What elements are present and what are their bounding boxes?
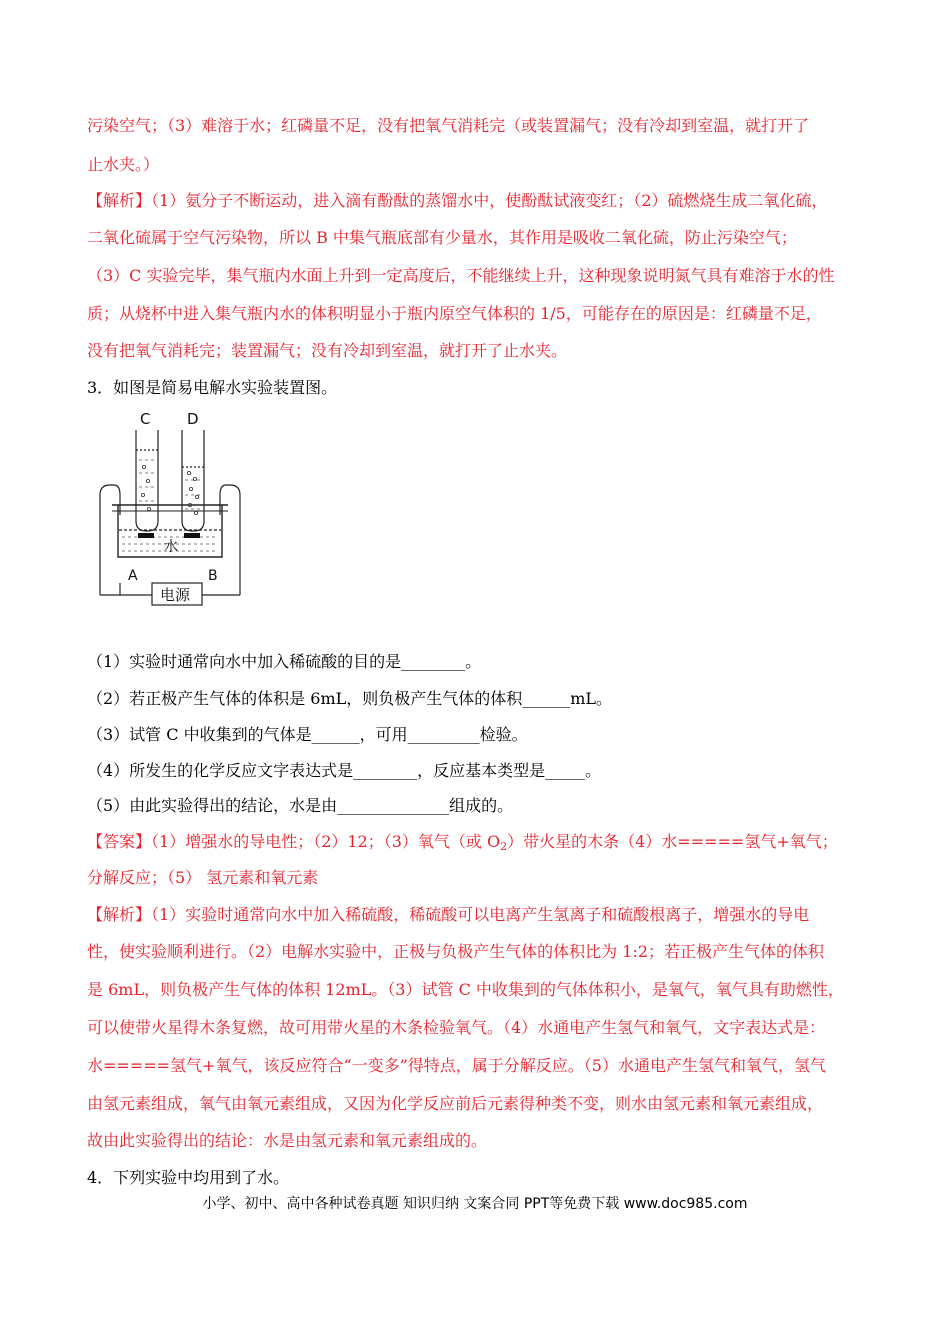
label-c: C xyxy=(140,410,151,428)
answer-label: 【答案】 xyxy=(87,832,152,851)
page-footer: 小学、初中、高中各种试卷真题 知识归纳 文案合同 PPT等免费下载 www.doc985.com xyxy=(202,1196,748,1212)
answer-text-b: ）带火星的木条（4）水=====氢气+氧气； xyxy=(507,832,838,851)
q3-sub-5: （5）由此实验得出的结论，水是由______________组成的。 xyxy=(87,796,514,815)
label-d: D xyxy=(187,410,199,428)
analysis-text: （1）实验时通常向水中加入稀硫酸，稀硫酸可以电离产生氢离子和硫酸根离子，增强水的导电 xyxy=(151,905,810,924)
q3-sub-4: （4）所发生的化学反应文字表达式是________，反应基本类型是_____。 xyxy=(87,761,602,780)
q2-analysis-line-2: 二氧化硫属于空气污染物，所以 B 中集气瓶底部有少量水，其作用是吸收二氧化硫，防止污染空气； xyxy=(87,228,797,247)
electrolysis-apparatus-figure xyxy=(92,405,252,610)
q3-sub-2: （2）若正极产生气体的体积是 6mL，则负极产生气体的体积______mL。 xyxy=(87,689,613,708)
q3-answer-line-2: 分解反应；（5） 氢元素和氧元素 xyxy=(87,868,319,887)
q2-analysis-line-4: 质；从烧杯中进入集气瓶内水的体积明显小于瓶内原空气体积的 1/5，可能存在的原因是：红磷量不足， xyxy=(87,304,822,323)
analysis-label: 【解析】 xyxy=(87,905,152,924)
q3-analysis-line-1 xyxy=(87,905,809,925)
analysis-text: （1）氨分子不断运动，进入滴有酚酞的蒸馏水中，使酚酞试液变红；（2）硫燃烧生成二氧化硫， xyxy=(151,191,828,210)
q3-sub-3: （3）试管 C 中收集到的气体是______，可用_________检验。 xyxy=(87,725,528,744)
q2-answer-line-2: 止水夹。） xyxy=(87,155,160,174)
q3-stem: 3．如图是简易电解水实验装置图。 xyxy=(87,378,338,397)
q2-analysis-line-1 xyxy=(87,191,827,211)
q4-stem: 4．下列实验中均用到了水。 xyxy=(87,1168,290,1187)
q3-sub-1: （1）实验时通常向水中加入稀硫酸的目的是________。 xyxy=(87,652,482,671)
answer-text-a: （1）增强水的导电性；（2）12；（3）氧气（或 O xyxy=(151,832,501,851)
q3-analysis-line-2: 性，使实验顺利进行。（2）电解水实验中，正极与负极产生气体的体积比为 1:2；若正极产生气体的体积 xyxy=(87,942,825,961)
label-a: A xyxy=(128,568,138,584)
label-water: 水 xyxy=(164,539,178,555)
q2-analysis-line-3: （3）C 实验完毕，集气瓶内水面上升到一定高度后，不能继续上升，这种现象说明氮气具有难溶于水的性 xyxy=(87,266,835,285)
q3-analysis-line-4: 可以使带火星得木条复燃，故可用带火星的木条检验氧气。（4）水通电产生氢气和氧气，文字表达式是： xyxy=(87,1018,826,1037)
q3-answer-line-1 xyxy=(87,832,838,852)
q3-analysis-line-3: 是 6mL，则负极产生气体的体积 12mL。（3）试管 C 中收集到的气体体积小，是氧气，氧气具有助燃性， xyxy=(87,980,844,999)
label-power: 电源 xyxy=(160,586,191,604)
q3-analysis-line-7: 故由此实验得出的结论：水是由氢元素和氧元素组成的。 xyxy=(87,1131,488,1150)
q2-answer-line-1: 污染空气；（3）难溶于水；红磷量不足，没有把氧气消耗完（或装置漏气；没有冷却到室温，就打开了 xyxy=(87,116,810,135)
q3-analysis-line-5: 水=====氢气+氧气，该反应符合“一变多”得特点，属于分解反应。（5）水通电产生氢气和氧气，氢气 xyxy=(87,1056,826,1075)
label-b: B xyxy=(208,568,218,584)
q2-analysis-line-5: 没有把氧气消耗完；装置漏气；没有冷却到室温，就打开了止水夹。 xyxy=(87,341,568,360)
answer-subscript: 2 xyxy=(500,840,508,853)
analysis-label: 【解析】 xyxy=(87,191,152,210)
q3-analysis-line-6: 由氢元素组成，氧气由氧元素组成，又因为化学反应前后元素得种类不变，则水由氢元素和氧元素组成， xyxy=(87,1094,824,1113)
